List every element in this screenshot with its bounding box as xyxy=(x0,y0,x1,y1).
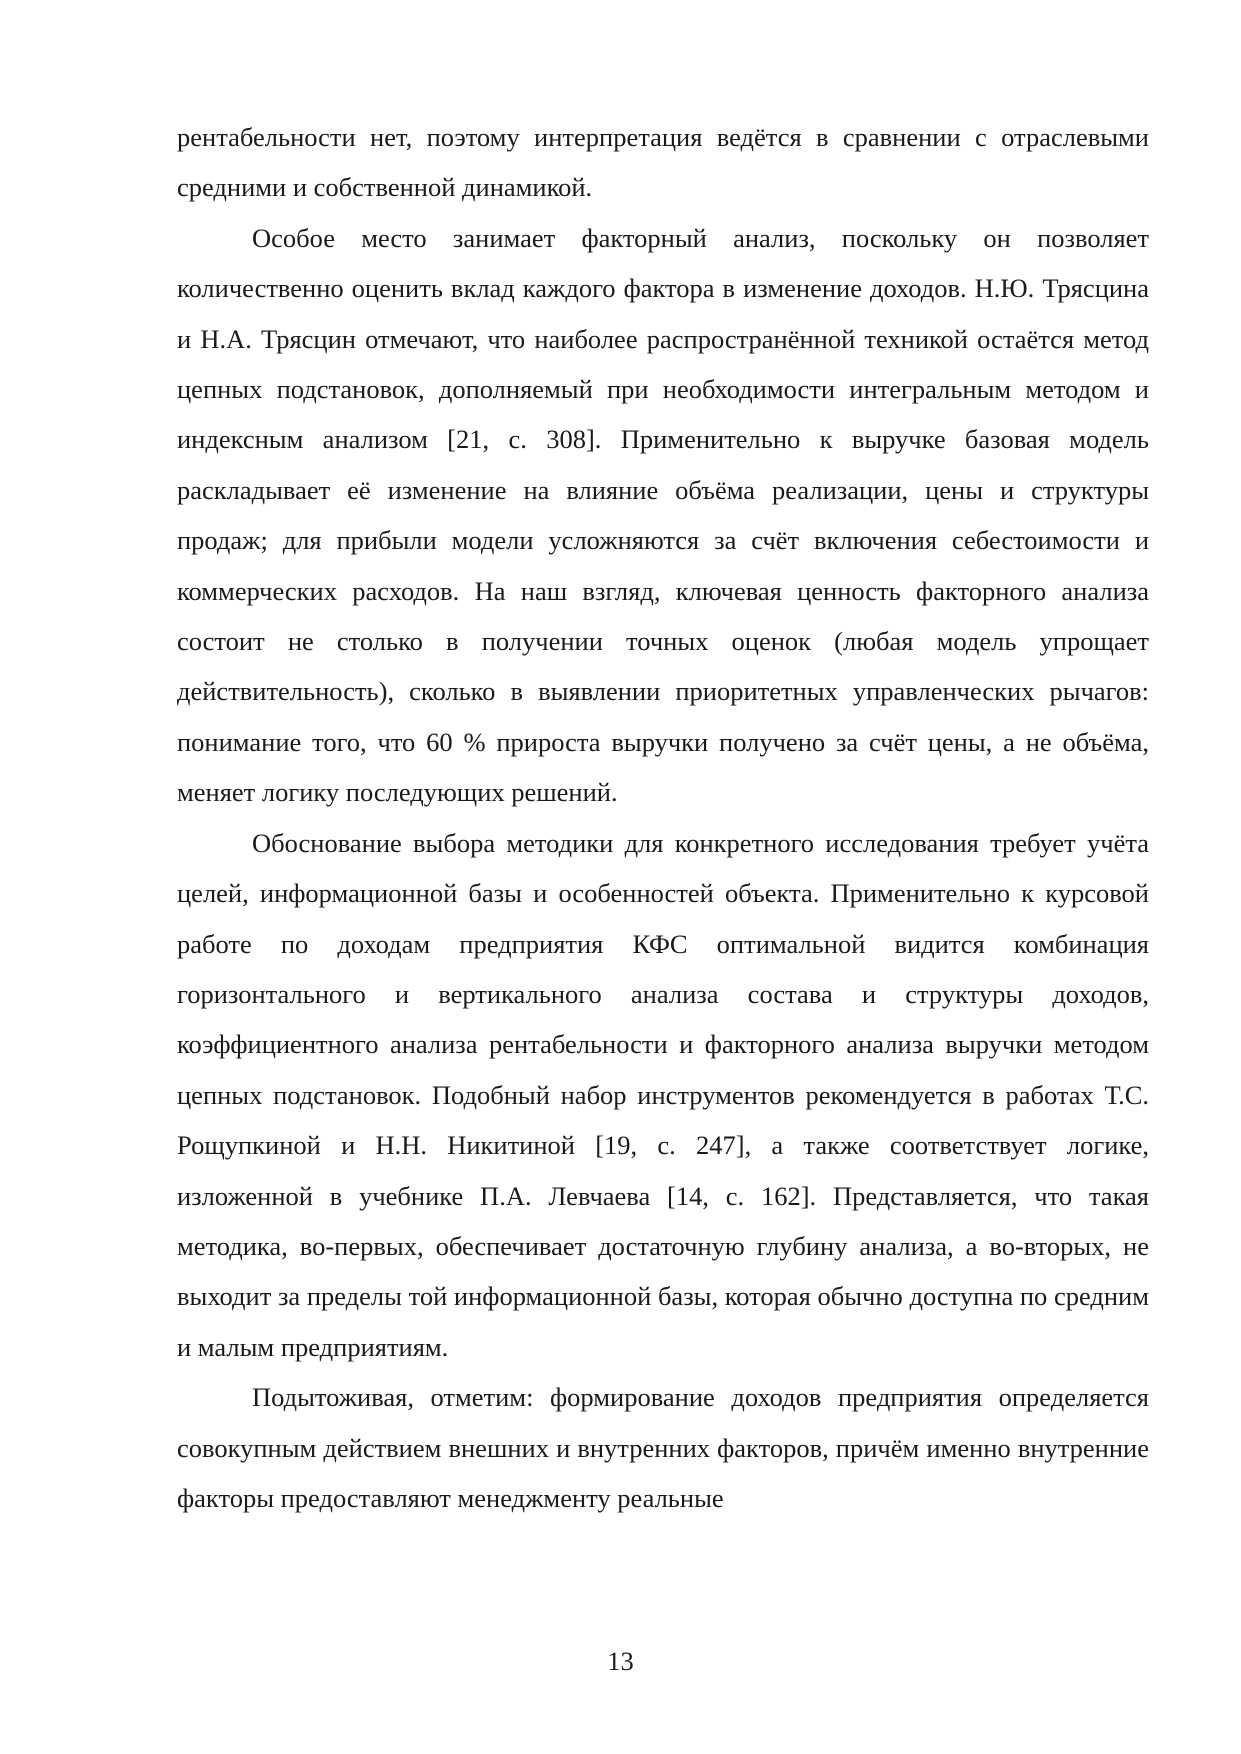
paragraph-summary: Подытоживая, отметим: формирование доходов предприятия определяется совокупным действием внешних и внутренних факторов, причём именно внутренние факторы предоставляют менеджменту реальные xyxy=(177,1382,1149,1513)
page-number: 13 xyxy=(607,1646,634,1676)
paragraph-factor-analysis: Особое место занимает факторный анализ, поскольку он позволяет количественно оценить вклад каждого фактора в изменение доходов. Н.Ю. Трясцина и Н.А. Трясцин отмечают, что наиболее распространённой техникой остаётся метод цепных подстановок, дополняемый при необходимости интегральным методом и индексным анализом [21, с. 308]. Применительно к выручке базовая модель раскладывает её изменение на влияние объёма реализации, цены и структуры продаж; для прибыли модели усложняются за счёт включения себестоимости и коммерческих расходов. На наш взгляд, ключевая ценность факторного анализа состоит не столько в получении точных оценок (любая модель упрощает действительность), сколько в выявлении приоритетных управленческих рычагов: понимание того, что 60 % прироста выручки получено за счёт цены, а не объёма, меняет логику последующих решений. xyxy=(177,222,1149,808)
body-text xyxy=(177,112,1149,1523)
paragraph-methodology-choice: Обоснование выбора методики для конкретного исследования требует учёта целей, информационной базы и особенностей объекта. Применительно к курсовой работе по доходам предприятия КФС оптимальной видится комбинация горизонтального и вертикального анализа состава и структуры доходов, коэффициентного анализа рентабельности и факторного анализа выручки методом цепных подстановок. Подобный набор инструментов рекомендуется в работах Т.С. Рощупкиной и Н.Н. Никитиной [19, с. 247], а также соответствует логике, изложенной в учебнике П.А. Левчаева [14, с. 162]. Представляется, что такая методика, во-первых, обеспечивает достаточную глубину анализа, а во-вторых, не выходит за пределы той информационной базы, которая обычно доступна по средним и малым предприятиям. xyxy=(177,827,1149,1362)
paragraph-continuation: рентабельности нет, поэтому интерпретация ведётся в сравнении с отраслевыми средними и собственной динамикой. xyxy=(177,122,1149,203)
